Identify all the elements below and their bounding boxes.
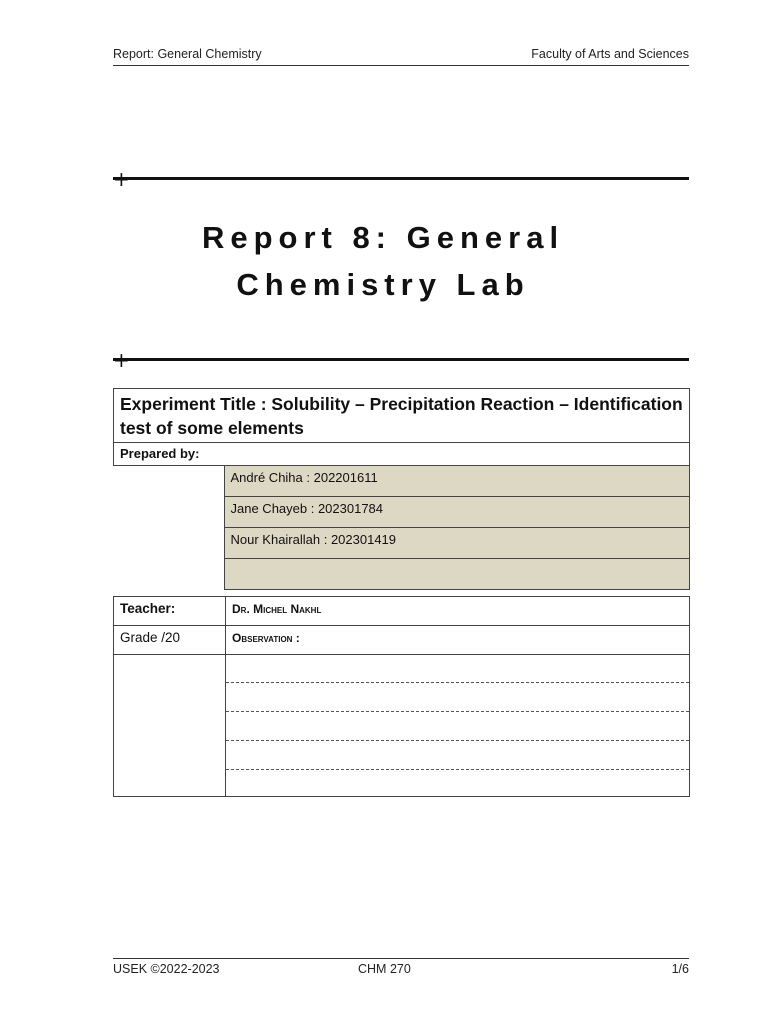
report-title — [113, 214, 653, 308]
top-thick-rule — [113, 177, 689, 180]
student-name-1: André Chiha : 202201611 — [224, 466, 690, 497]
footer-rule — [113, 958, 689, 959]
prepared-by-label: Prepared by: — [114, 443, 690, 466]
report-title-line-2: Chemistry Lab — [236, 267, 530, 302]
footer-course-code: CHM 270 — [358, 962, 411, 976]
student-spacer — [114, 466, 225, 590]
observation-line-4 — [226, 769, 689, 770]
bottom-cross-mark: + — [113, 348, 130, 372]
header-right-text: Faculty of Arts and Sciences — [531, 47, 689, 61]
bottom-thick-rule — [113, 358, 689, 361]
observation-area[interactable] — [226, 655, 690, 797]
footer-page-number: 1/6 — [671, 962, 689, 976]
grade-value-cell — [114, 655, 226, 797]
student-name-4 — [224, 559, 690, 590]
experiment-table — [113, 388, 690, 590]
grade-label: Grade /20 — [114, 626, 226, 655]
report-title-line-1: Report 8: General — [201, 220, 565, 255]
observation-label: Observation : — [226, 626, 690, 655]
teacher-name: Dr. Michel Nakhl — [226, 597, 690, 626]
top-cross-mark: + — [113, 167, 130, 191]
experiment-title: Experiment Title : Solubility – Precipitation Reaction – Identification test of some elements — [114, 389, 690, 443]
footer-left-text: USEK ©2022-2023 — [113, 962, 220, 976]
student-name-2: Jane Chayeb : 202301784 — [224, 497, 690, 528]
header-left-text: Report: General Chemistry — [113, 47, 262, 61]
teacher-label: Teacher: — [114, 597, 226, 626]
grading-table — [113, 596, 690, 797]
header-rule — [113, 65, 689, 66]
student-name-3: Nour Khairallah : 202301419 — [224, 528, 690, 559]
